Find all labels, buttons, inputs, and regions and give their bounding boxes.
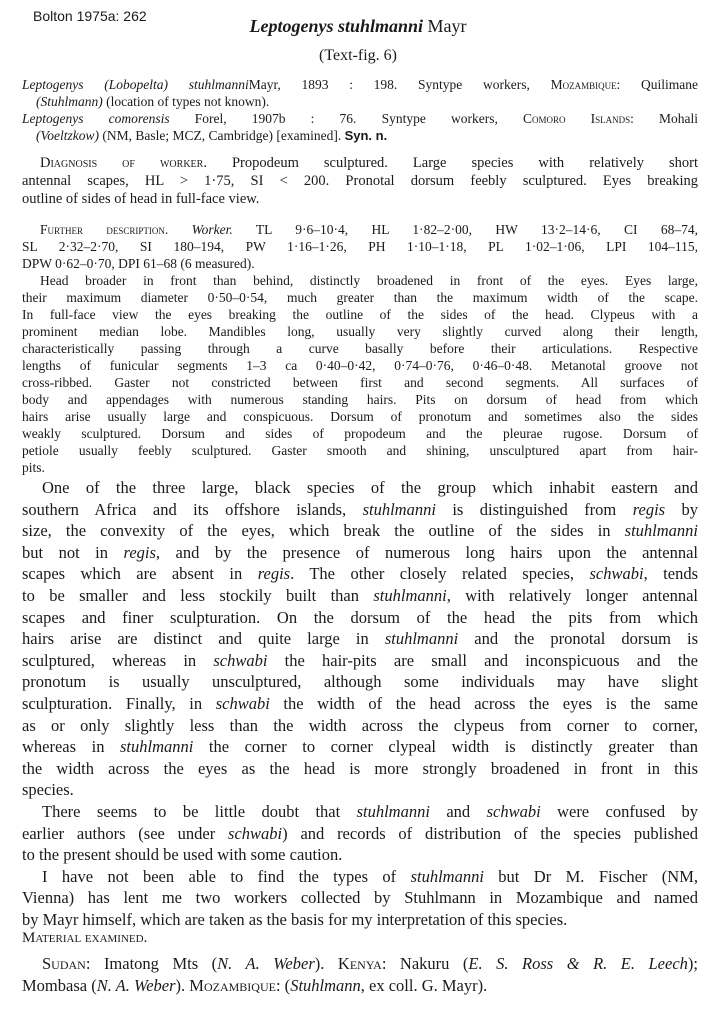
synonymy-line: Leptogenys (Lobopelta) stuhlmanniMayr, 1893 : 198. Syntype workers, Mozambique: Quilimane xyxy=(22,77,698,92)
text-run: by Mayr himself, which are taken as the basis for my interpretation of this species. xyxy=(22,909,568,929)
text-line xyxy=(22,779,698,801)
italic-text: stuhlmanni xyxy=(624,521,698,541)
description-line: weakly sculptured. Dorsum and sides of propodeum and the pleurae rugose. Dorsum of xyxy=(22,426,698,441)
italic-text: schwabi xyxy=(213,650,268,670)
description-line: petiole usually feebly sculptured. Gaster smooth and shining, unsculptured apart from hair- xyxy=(22,443,698,458)
diagnosis-line: Diagnosis of worker. Propodeum sculptured. Large species with relatively short xyxy=(40,155,698,171)
text-run: Mombasa ( xyxy=(22,975,97,995)
text-run: ); xyxy=(687,954,698,973)
species-title xyxy=(0,16,716,37)
text-run: pronotum is usually unsculptured, although some individuals may have slight xyxy=(22,672,698,692)
text-run: , and by the presence of numerous long hairs upon the antennal xyxy=(155,542,698,562)
text-run: and the pronotal dorsum is xyxy=(458,629,698,649)
citation-label: Bolton 1975a: 262 xyxy=(33,8,147,24)
material-list xyxy=(22,953,698,996)
text-line xyxy=(22,844,698,866)
italic-text: stuhlmanni xyxy=(373,585,447,605)
text-line xyxy=(22,801,698,823)
measurement-line: SL 2·32–2·70, SI 180–194, PW 1·16–1·26, PH 1·10–1·18, PL 1·02–1·06, LPI 104–115, xyxy=(22,239,698,254)
smallcaps-text: Sudan xyxy=(42,954,86,973)
description-line: lengths of funicular segments 1–3 ca 0·40–0·42, 0·74–0·76, 0·46–0·48. Metanotal groove not xyxy=(22,358,698,373)
text-line xyxy=(22,607,698,629)
text-run: the corner to corner clypeal width is distinctly greater than xyxy=(193,737,698,757)
text-line xyxy=(22,736,698,758)
further-description xyxy=(22,221,698,476)
italic-text: schwabi xyxy=(215,693,270,713)
text-run: , with relatively longer antennal xyxy=(446,585,698,605)
discussion xyxy=(22,477,698,930)
text-line xyxy=(22,563,698,585)
diagnosis-line: outline of sides of head in full-face view. xyxy=(22,191,260,207)
text-run: were confused by xyxy=(540,801,698,821)
italic-text: stuhlmanni xyxy=(384,629,459,649)
italic-text: stuhlmanni xyxy=(410,866,484,886)
text-run: but not in xyxy=(22,542,124,562)
text-line xyxy=(22,693,698,715)
description-line: characteristically passing through a curve basally before their articulations. Respective xyxy=(22,341,698,356)
text-run: by xyxy=(665,499,698,519)
text-line xyxy=(22,628,698,650)
description-line: their maximum diameter 0·50–0·54, much greater than the maximum width of the scape. xyxy=(22,290,698,305)
text-run: size, the convexity of the eyes, which break the outline of the sides in xyxy=(22,521,625,541)
species-name: Leptogenys stuhlmanni xyxy=(249,16,424,36)
description-line: prominent median lobe. Mandibles long, usually very slightly curved along their length, xyxy=(22,324,698,339)
text-run: sculpturation. Finally, in xyxy=(22,693,216,713)
text-run: the width across the eyes as the head is more strongly broadened in front in this xyxy=(22,758,698,778)
text-line xyxy=(22,542,698,564)
measurement-line: Further description. Worker. TL 9·6–10·4, HL 1·82–2·00, HW 13·2–14·6, CI 68–74, xyxy=(40,222,698,237)
text-line xyxy=(22,823,698,845)
diagnosis-paragraph xyxy=(22,154,698,208)
text-run: whereas in xyxy=(22,737,120,757)
italic-text: N. A. Weber xyxy=(96,975,176,995)
material-heading-block xyxy=(22,928,698,948)
text-line xyxy=(22,866,698,888)
diagnosis-line: antennal scapes, HL > 1·75, SI < 200. Pronotal dorsum feebly sculptured. Eyes breaking xyxy=(22,173,698,189)
discussion-paragraph xyxy=(22,866,698,931)
text-run: ) and records of distribution of the species published xyxy=(282,823,698,843)
text-run: hairs arise are distinct and quite large in xyxy=(22,629,385,649)
text-line xyxy=(22,585,698,607)
text-run: : Imatong Mts ( xyxy=(85,954,218,973)
text-line xyxy=(22,975,698,997)
italic-text: regis xyxy=(123,542,156,562)
text-line xyxy=(22,758,698,780)
text-line xyxy=(22,887,698,909)
text-run: to the present should be used with some caution. xyxy=(22,845,343,865)
text-run: southern Africa and its offshore islands, xyxy=(22,499,363,519)
italic-text: schwabi xyxy=(486,801,541,821)
text-run: , tends xyxy=(643,564,698,584)
text-fig-reference: (Text-fig. 6) xyxy=(319,47,397,64)
further-heading: Further description. xyxy=(40,222,169,237)
text-run: the hair-pits are small and inconspicuous and the xyxy=(267,650,698,670)
description-line: In full-face view the eyes breaking the outline of the sides of the head. Clypeus with a xyxy=(22,307,698,322)
text-line xyxy=(22,499,698,521)
text-run: One of the three large, black species of the group which inhabit eastern and xyxy=(42,478,698,497)
diagnosis-heading: Diagnosis of worker. xyxy=(40,155,207,171)
text-run: . The other closely related species, xyxy=(290,564,590,584)
text-run: sculptured, whereas in xyxy=(22,650,214,670)
italic-text: schwabi xyxy=(228,823,283,843)
text-run: , ex coll. G. Mayr). xyxy=(360,975,488,995)
synonymy-line: (Voeltzkow) (NM, Basle; MCZ, Cambridge) [examined]. Syn. n. xyxy=(36,128,388,143)
text-line xyxy=(22,520,698,542)
synonymy-line: Leptogenys comorensis Forel, 1907b : 76. Syntype workers, Comoro Islands: Mohali xyxy=(22,111,698,126)
text-run: There seems to be little doubt that xyxy=(42,801,357,821)
italic-text: stuhlmanni xyxy=(120,737,194,757)
italic-text: Stuhlmann xyxy=(290,975,361,995)
text-line xyxy=(22,477,698,499)
text-run: : ( xyxy=(275,975,291,995)
description-line: Head broader in front than behind, distinctly broadened in front of the eyes. Eyes large, xyxy=(40,273,698,288)
text-line xyxy=(22,650,698,672)
text-run: ). xyxy=(175,975,190,995)
description-line: pits. xyxy=(22,460,45,475)
synonymy-line: (Stuhlmann) (location of types not known). xyxy=(36,94,270,109)
text-run: species. xyxy=(22,780,74,800)
text-run: ). xyxy=(314,954,338,973)
description-line: hairs arise usually large and conspicuous. Dorsum of pronotum and sometimes also the sides xyxy=(22,409,698,424)
discussion-paragraph xyxy=(22,801,698,866)
text-run: Vienna) has lent me two workers collected by Stuhlmann in Mozambique and named xyxy=(22,888,698,908)
description-line: cross-ribbed. Gaster not constricted between first and second segments. All surfaces of xyxy=(22,375,698,390)
synonymy-block xyxy=(22,76,698,144)
material-examined xyxy=(22,953,698,996)
text-run: earlier authors (see under xyxy=(22,823,229,843)
text-run: is distinguished from xyxy=(435,499,633,519)
species-author: Mayr xyxy=(427,16,467,36)
description-line: body and appendages with numerous standing hairs. Pits on dorsum of head from which xyxy=(22,392,698,407)
italic-text: regis xyxy=(257,564,291,584)
discussion-paragraph xyxy=(22,477,698,801)
italic-text: stuhlmanni xyxy=(356,801,430,821)
text-run: scapes which are absent in xyxy=(22,564,258,584)
italic-text: stuhlmanni xyxy=(362,499,436,519)
text-line xyxy=(22,715,698,737)
measurement-line: DPW 0·62–0·70, DPI 61–68 (6 measured). xyxy=(22,256,255,271)
italic-text: schwabi xyxy=(589,564,644,584)
text-run: scapes and finer sculpturation. On the dorsum of the head the pits from which xyxy=(22,607,698,627)
smallcaps-text: Kenya xyxy=(337,954,382,973)
text-run: as or only slightly less than the width across the clypeus from corner to corner, xyxy=(22,715,698,735)
text-run: but Dr M. Fischer (NM, xyxy=(483,866,698,886)
text-run: the width of the head across the eyes is the same xyxy=(269,693,698,713)
text-run: and xyxy=(429,801,487,821)
text-run: to be smaller and less stockily built than xyxy=(22,585,374,605)
italic-text: E. S. Ross & R. E. Leech xyxy=(468,954,688,973)
text-line xyxy=(22,953,698,975)
italic-text: N. A. Weber xyxy=(217,954,315,973)
text-run: I have not been able to find the types of xyxy=(42,866,411,886)
material-heading: Material examined. xyxy=(22,930,148,946)
text-run: : Nakuru ( xyxy=(381,954,469,973)
italic-text: regis xyxy=(632,499,666,519)
smallcaps-text: Mozambique xyxy=(189,975,276,995)
text-line xyxy=(22,671,698,693)
